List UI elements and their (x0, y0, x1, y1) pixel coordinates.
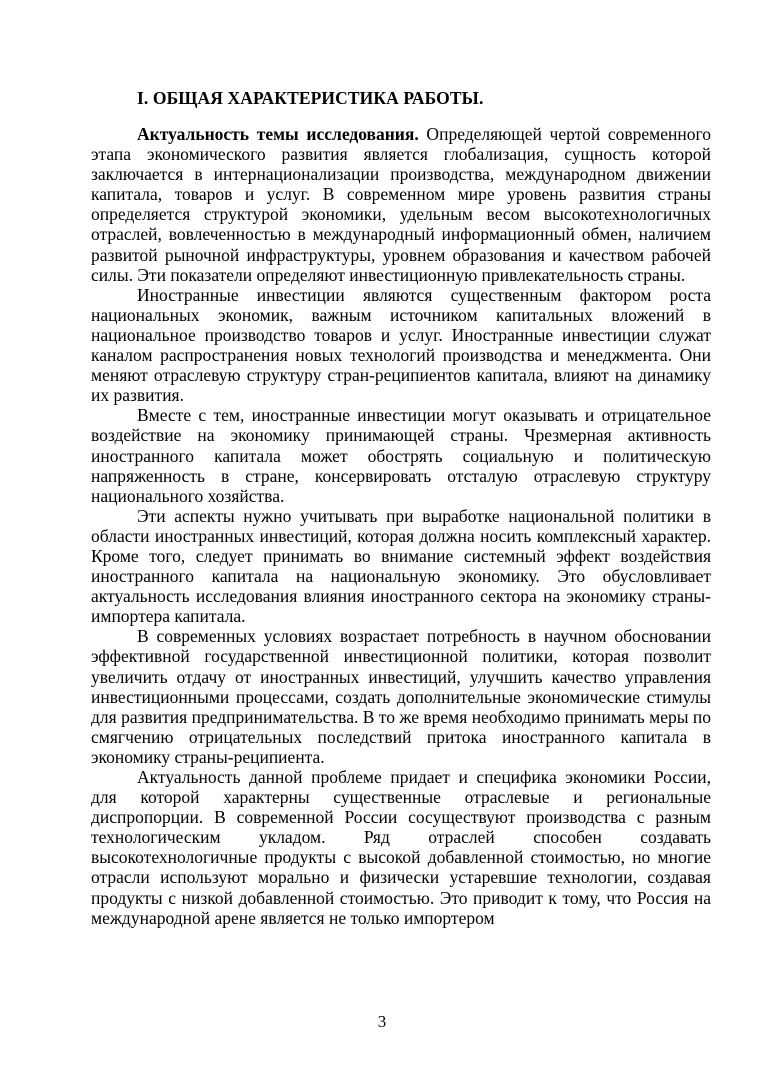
paragraph-lead: Актуальность темы исследования. (137, 124, 419, 144)
paragraph-text: Актуальность данной проблеме придает и специфика экономики России, для которой характерны существенные отраслевые и региональные диспропорции. В современной России сосуществуют производства с разным технологическим укладом. Ряд отраслей способен создавать высокотехнологичные продукты с высокой добавленной стоимостью, но многие отрасли используют морально и физически устаревшие технологии, создавая продукты с низкой добавленной стоимостью. Это приводит к тому, что Россия на международной арене является не только импортером (91, 767, 711, 928)
paragraph-text: Вместе с тем, иностранные инвестиции могут оказывать и отрицательное воздействие на экономику принимающей страны. Чрезмерная активность иностранного капитала может обострять социальную и политическую напряженность в стране, консервировать отсталую отраслевую структуру национального хозяйства. (91, 405, 711, 506)
paragraph-text: Эти аспекты нужно учитывать при выработке национальной политики в области иностранных инвестиций, которая должна носить комплексный характер. Кроме того, следует принимать во внимание системный эффект воздействия иностранного капитала на национальную экономику. Это обусловливает актуальность исследования влияния иностранного сектора на экономику страны-импортера капитала. (91, 505, 711, 627)
paragraph-modern-conditions (91, 626, 711, 767)
section-heading: I. ОБЩАЯ ХАРАКТЕРИСТИКА РАБОТЫ. (137, 88, 484, 108)
paragraph-foreign-investment (91, 285, 711, 406)
page-number: 3 (377, 1012, 387, 1031)
paragraph-text: В современных условиях возрастает потребность в научном обосновании эффективной государственной инвестиционной политики, которая позволит увеличить отдачу от иностранных инвестиций, улучшить качество управления инвестиционными процессами, создать дополнительные экономические стимулы для развития предпринимательства. В то же время необходимо принимать меры по смягчению отрицательных последствий притока иностранного капитала в экономику страны-реципиента. (91, 626, 711, 767)
page-content (91, 86, 711, 928)
paragraph-text: Определяющей чертой современного этапа экономического развития является глобализация, сущность которой заключается в интернационализации производства, международном движении капитала, товаров и услуг. В современном мире уровень развития страны определяется структурой экономики, удельным весом высокотехнологичных отраслей, вовлеченностью в международный информационный обмен, наличием развитой рыночной инфраструктуры, уровнем образования и качеством рабочей силы. Эти показатели определяют инвестиционную привлекательность страны. (91, 124, 711, 285)
paragraph-russia-specifics (91, 767, 711, 928)
paragraph-relevance (91, 124, 711, 285)
paragraph-text: Иностранные инвестиции являются существенным фактором роста национальных экономик, важным источником капитальных вложений в национальное производство товаров и услуг. Иностранные инвестиции служат каналом распространения новых технологий производства и менеджмента. Они меняют отраслевую структуру стран-реципиентов капитала, влияют на динамику их развития. (91, 284, 711, 406)
paragraph-negative-impact (91, 405, 711, 505)
paragraph-policy (91, 506, 711, 627)
